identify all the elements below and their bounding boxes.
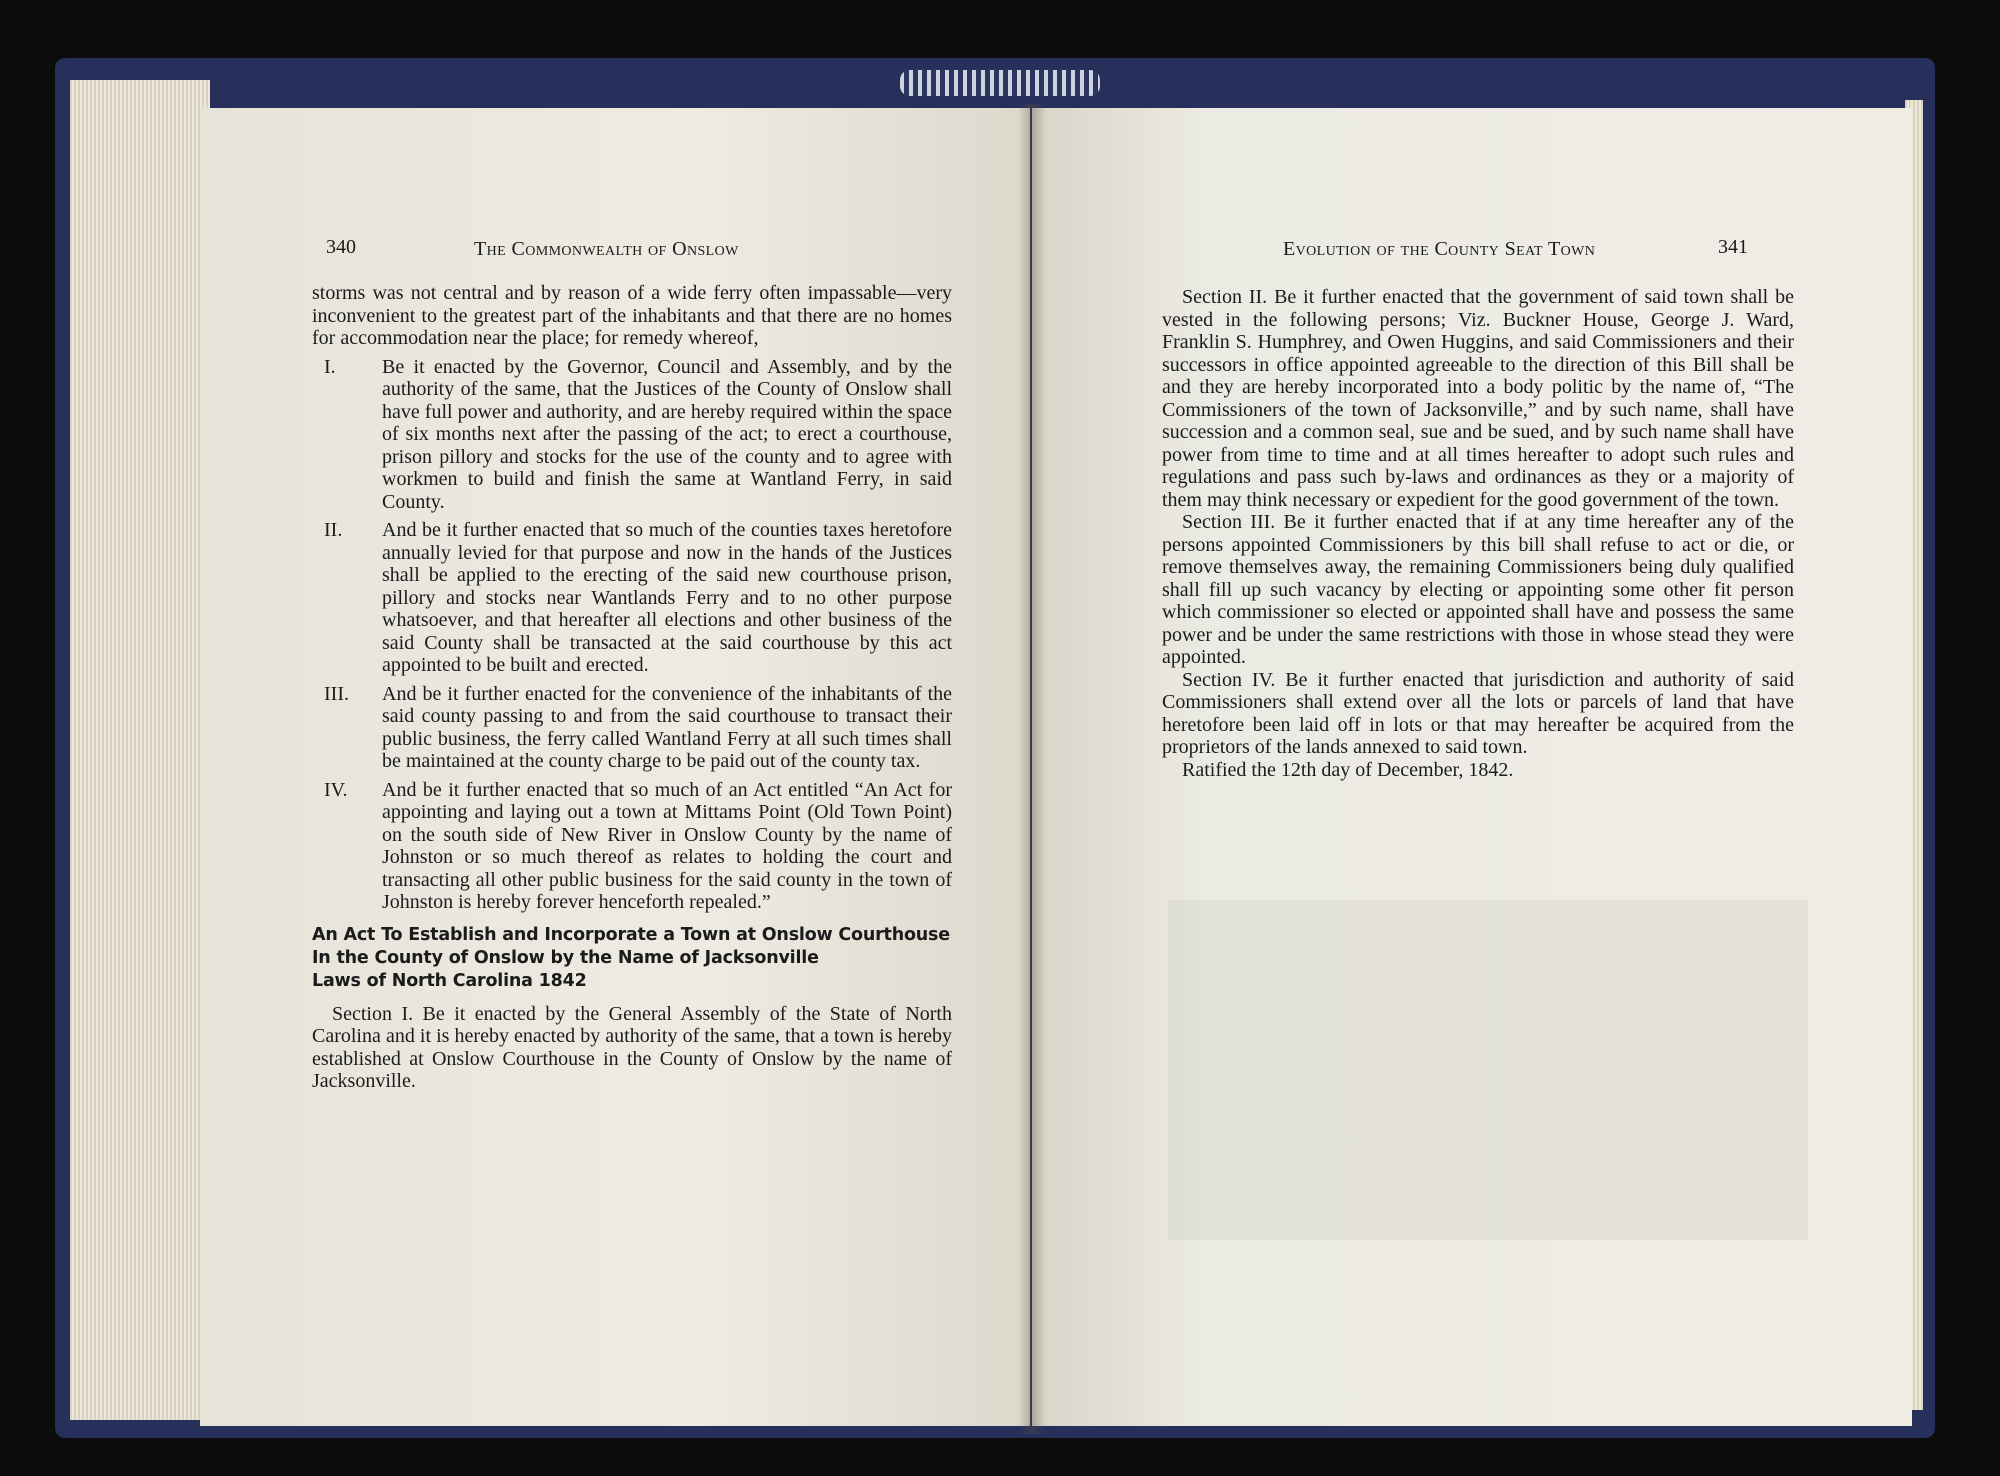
list-item [312, 683, 952, 773]
section-paragraph: Section II. Be it further enacted that the government of said town shall be vested in the following persons; Viz. Buckner House, George J. Ward, Franklin S. Humphrey, and Owen Huggins, and said Commissioners and their successors in office appointed agreeable to the direction of this Bill shall be and they are hereby incorporated into a body politic by the name of, “The Commissioners of the town of Jacksonville,” and by such name, shall have succession and a common seal, sue and be sued, and by such name shall have power from time to time and at all times hereafter to adopt such rules and regulations and pass such by-laws and ordinances as they or a majority of them may think necessary or expedient for the good government of the town. [1162, 286, 1794, 511]
list-item [312, 779, 952, 914]
item-number: IV. [324, 778, 348, 801]
subheading-line: Laws of North Carolina 1842 [312, 970, 587, 991]
item-number: I. [324, 355, 336, 378]
item-text: And be it further enacted that so much of the counties taxes heretofore annually levied for that purpose and now in the hands of the Justices shall be applied to the erecting of the said new courthouse prison, pillory and stocks near Wantlands Ferry and to no other purpose whatsoever, and that hereafter all elections and other business of the said County shall be transacted at the said courthouse by this act appointed to be built and erected. [382, 519, 952, 676]
item-number: III. [324, 682, 349, 705]
subheading-line: In the County of Onslow by the Name of Jacksonville [312, 947, 819, 968]
book-gutter [1018, 104, 1046, 1434]
spine-headband [900, 70, 1100, 96]
item-text: And be it further enacted for the convenience of the inhabitants of the said county passing to and from the said courthouse to transact their public business, the ferry called Wantland Ferry at all such times shall be maintained at the county charge to be paid out of the county tax. [382, 682, 952, 772]
right-page-body [1162, 286, 1794, 781]
right-running-head: Evolution of the County Seat Town [1283, 238, 1596, 260]
item-number: II. [324, 519, 343, 541]
subheading-line: An Act To Establish and Incorporate a Town at Onslow Courthouse [312, 924, 950, 945]
intro-paragraph: storms was not central and by reason of a wide ferry often impassable—very inconvenient to the greatest part of the inhabitants and that there are no homes for accommodation near the place; for remedy whereof, [312, 282, 952, 349]
left-page-stack [70, 80, 210, 1420]
right-page-number: 341 [1718, 236, 1748, 258]
show-through-photo [1168, 900, 1808, 1240]
act-subheading [312, 924, 952, 993]
list-item [312, 356, 952, 514]
item-text: And be it further enacted that so much of an Act entitled “An Act for appointing and laying out a town at Mittams Point (Old Town Point) on the south side of New River in Onslow County by the name of Johnston or so much thereof as relates to holding the court and transacting all other public business for the said county in the town of Johnston is hereby forever henceforth repealed.” [382, 778, 952, 913]
left-page-body [312, 282, 952, 1093]
section-1-paragraph: Section I. Be it enacted by the General Assembly of the State of North Carolina and it is hereby enacted by authority of the same, that a town is hereby established at Onslow Courthouse in the County of Onslow by the name of Jacksonville. [312, 1002, 952, 1092]
left-page-number: 340 [326, 236, 356, 258]
left-running-head: The Commonwealth of Onslow [474, 238, 739, 260]
list-item [312, 519, 952, 677]
ratified-line: Ratified the 12th day of December, 1842. [1182, 758, 1514, 781]
section-paragraph: Section IV. Be it further enacted that jurisdiction and authority of said Commissioners shall extend over all the lots or parcels of land that have heretofore been laid off in lots or that may hereafter be acquired from the proprietors of the lands annexed to said town. [1162, 668, 1794, 758]
section-paragraph: Section III. Be it further enacted that if at any time hereafter any of the persons appointed Commissioners by this bill shall refuse to act or die, or remove themselves away, the remaining Commissioners being duly qualified shall fill up such vacancy by electing or appointing some other fit person which commissioner so elected or appointed shall have and possess the same power and be under the same restrictions with those in whose stead they were appointed. [1162, 511, 1794, 668]
item-text: Be it enacted by the Governor, Council and Assembly, and by the authority of the same, that the Justices of the County of Onslow shall have full power and authority, and are hereby required within the space of six months next after the passing of the act; to erect a courthouse, prison pillory and stocks for the use of the county and to agree with workmen to build and finish the same at Wantland Ferry, in said County. [382, 355, 952, 513]
